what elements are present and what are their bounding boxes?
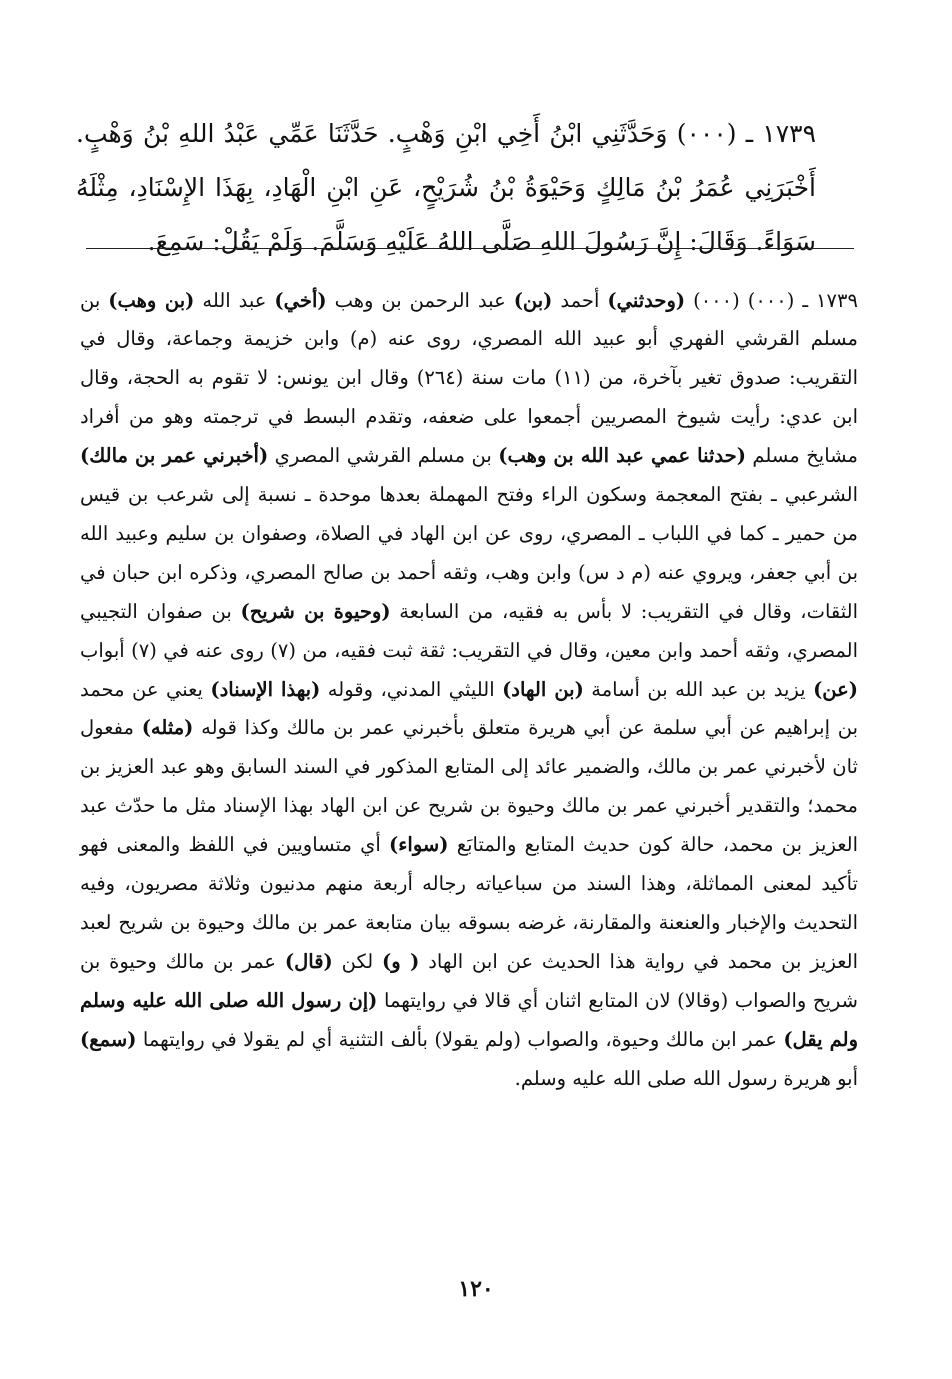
- hadith-text: ١٧٣٩ ـ (٠٠٠) وَحَدَّثَنِي ابْنُ أَخِي ابْنِ وَهْبٍ. حَدَّثَنَا عَمِّي عَبْدُ اللهِ بْنُ وَهْبٍ. أَخْبَرَنِي عُمَرُ بْنُ مَالِكٍ وَحَيْوَةُ بْنُ شُرَيْحٍ، عَنِ ابْنِ الْهَادِ، بِهَذَا الإِسْنَادِ، مِثْلَهُ سَوَاءً. وَقَالَ: إِنَّ رَسُولَ اللهِ صَلَّى اللهُ عَلَيْهِ وَسَلَّمَ. وَلَمْ يَقُلْ: سَمِعَ.: [76, 119, 816, 256]
- commentary-run: عمر ابن مالك وحيوة، والصواب (ولم يقولا) بألف التثنية أي لم يقولا في روايتهما: [136, 1027, 784, 1051]
- commentary-run: مفعول ثان لأخبرني عمر بن مالك، والضمير عائد إلى المتابع المذكور في السند السابق وهو عبد العزيز بن محمد؛ والتقدير أخبرني عمر بن مالك وحيوة بن شريح عن ابن الهاد بهذا الإسناد مثل ما حدّث عبد العزيز بن محمد، حالة كون حديث المتابع والمتابَع: [80, 716, 858, 857]
- commentary-run: أبو هريرة رسول الله صلى الله عليه وسلم.: [514, 1066, 858, 1090]
- commentary-run: بن صفوان التجيبي المصري، وثقه أحمد وابن معين، وقال في التقريب: ثقة ثبت فقيه، من (٧) روى عنه في (٧) أبواب: [80, 599, 859, 662]
- commentary-quoted-phrase: (سواء): [389, 833, 449, 857]
- commentary-run: عبد الله: [194, 288, 275, 312]
- commentary-run: أحمد: [552, 288, 608, 312]
- commentary-run: عبد الرحمن بن وهب: [326, 288, 514, 312]
- commentary-quoted-phrase: (مثله): [141, 716, 194, 740]
- commentary-quoted-phrase: (قال): [284, 949, 333, 973]
- commentary-run: أي متساويين في اللفظ والمعنى فهو تأكيد لمعنى المماثلة، وهذا السند من سباعياته رجاله أربعة منهم مدنيون وثلاثة مصريون، وفيه التحديث والإخبار والعنعنة والمقارنة، غرضه بسوقه بيان متابعة عمر بن مالك وحيوة بن شريح لعبد العزيز بن محمد في رواية هذا الحديث عن ابن الهاد: [80, 833, 858, 973]
- commentary-quoted-phrase: (وحدثني): [607, 288, 686, 312]
- commentary-quoted-phrase: (حدثنا عمي عبد الله بن وهب): [498, 444, 746, 468]
- commentary-quoted-phrase: (بن الهاد): [502, 677, 584, 701]
- page-number: ١٢٠: [458, 1276, 494, 1302]
- commentary-run: لكن: [332, 949, 383, 973]
- commentary-quoted-phrase: (بن وهب): [108, 288, 195, 312]
- commentary-quoted-phrase: (سمع): [80, 1027, 137, 1051]
- commentary-run: بن مسلم القرشي المصري: [268, 444, 499, 468]
- commentary-text: [80, 282, 858, 1099]
- commentary-quoted-phrase: (عن): [813, 677, 858, 701]
- commentary-quoted-phrase: (أخي): [274, 288, 327, 312]
- commentary-run: الشرعبي ـ بفتح المعجمة وسكون الراء وفتح المهملة بعدها موحدة ـ نسبة إلى شرعب بن قيس من حمير ـ كما في اللباب ـ المصري، روى عن ابن الهاد في الصلاة، وصفوان بن سليم وعبيد الله بن أبي جعفر، ويروي عنه (م د س) وابن وهب، وثقه أحمد بن صالح المصري، وذكره ابن حبان في الثقات، وقال في التقريب: لا بأس به فقيه، من السابعة: [80, 483, 859, 623]
- commentary-run: يعني عن محمد بن إبراهيم عن أبي سلمة عن أبي هريرة متعلق بأخبرني عمر بن مالك وكذا قوله: [80, 677, 858, 740]
- commentary-run: بن مسلم القرشي الفهري أبو عبيد الله المصري، روى عنه (م) وابن خزيمة وجماعة، وقال في التقريب: صدوق تغير بآخرة، من (١١) مات سنة (٢٦٤) وقال ابن يونس: لا تقوم به الحجة، وقال ابن عدي: رأيت شيوخ المصريين أجمعوا على ضعفه، وتقدم البسط في ترجمته وهو من أفراد مشايخ مسلم: [80, 288, 858, 468]
- commentary-quoted-phrase: (بهذا الإسناد): [210, 677, 321, 701]
- commentary-run: ١٧٣٩ ـ (٠٠٠) (٠٠٠): [685, 288, 858, 312]
- footnote-separator: [86, 248, 854, 249]
- commentary-quoted-phrase: ( و): [382, 949, 420, 973]
- commentary-quoted-phrase: (بن): [513, 288, 553, 312]
- commentary-quoted-phrase: (إن رسول الله صلى الله عليه وسلم ولم يقل): [80, 988, 858, 1051]
- commentary-run: يزيد بن عبد الله بن أسامة: [583, 677, 814, 701]
- commentary-quoted-phrase: (أخبرني عمر بن مالك): [80, 444, 269, 468]
- commentary-run: الليثي المدني، وقوله: [320, 677, 503, 701]
- commentary-run: عمر بن مالك وحيوة بن شريح والصواب (وقالا) لان المتابع اثنان أي قالا في روايتهما: [80, 949, 858, 1012]
- commentary-quoted-phrase: (وحيوة بن شريح): [240, 599, 391, 623]
